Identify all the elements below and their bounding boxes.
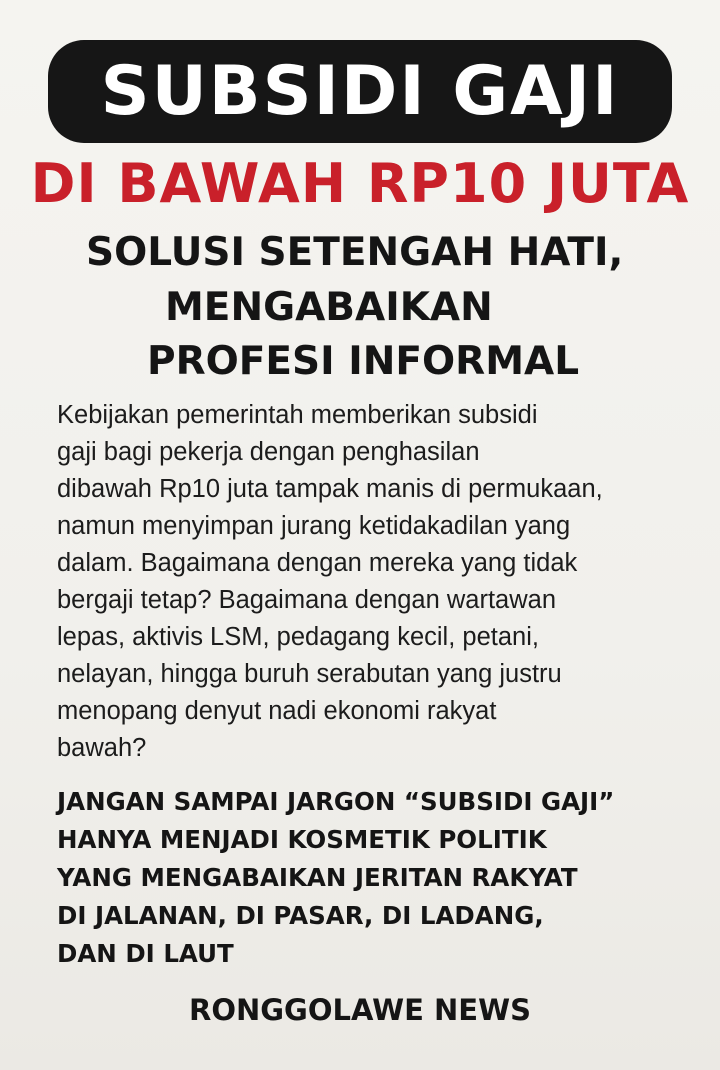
body-line-9: menopang denyut nadi ekonomi rakyat [57,697,497,725]
closing-line-3: YANG MENGABAIKAN JERITAN RAKYAT [57,863,578,892]
headline-line-3: PROFESI INFORMAL [147,339,580,384]
body-line-5: dalam. Bagaimana dengan mereka yang tidak [57,549,578,577]
body-line-10: bawah? [57,734,147,762]
body-line-2: gaji bagi pekerja dengan penghasilan [57,438,480,466]
title-badge [48,40,672,143]
body-line-7: lepas, aktivis LSM, pedagang kecil, petani, [57,623,539,651]
title: SUBSIDI GAJI [100,52,620,131]
body-line-6: bergaji tetap? Bagaimana dengan wartawan [57,586,557,614]
body-line-3: dibawah Rp10 juta tampak manis di permukaan, [57,475,603,503]
body-line-1: Kebijakan pemerintah memberikan subsidi [57,401,538,429]
subtitle: DI BAWAH RP10 JUTA [30,152,690,215]
closing-line-1: JANGAN SAMPAI JARGON “SUBSIDI GAJI” [57,787,615,816]
headline-line-1: SOLUSI SETENGAH HATI, [86,230,624,275]
closing-line-5: DAN DI LAUT [57,939,234,968]
closing-line-2: HANYA MENJADI KOSMETIK POLITIK [57,825,547,854]
source-label: RONGGOLAWE NEWS [189,993,531,1027]
body-line-4: namun menyimpan jurang ketidakadilan yang [57,512,571,540]
headline-line-2: MENGABAIKAN [165,285,493,330]
body-line-8: nelayan, hingga buruh serabutan yang justru [57,660,562,688]
closing-line-4: DI JALANAN, DI PASAR, DI LADANG, [57,901,544,930]
